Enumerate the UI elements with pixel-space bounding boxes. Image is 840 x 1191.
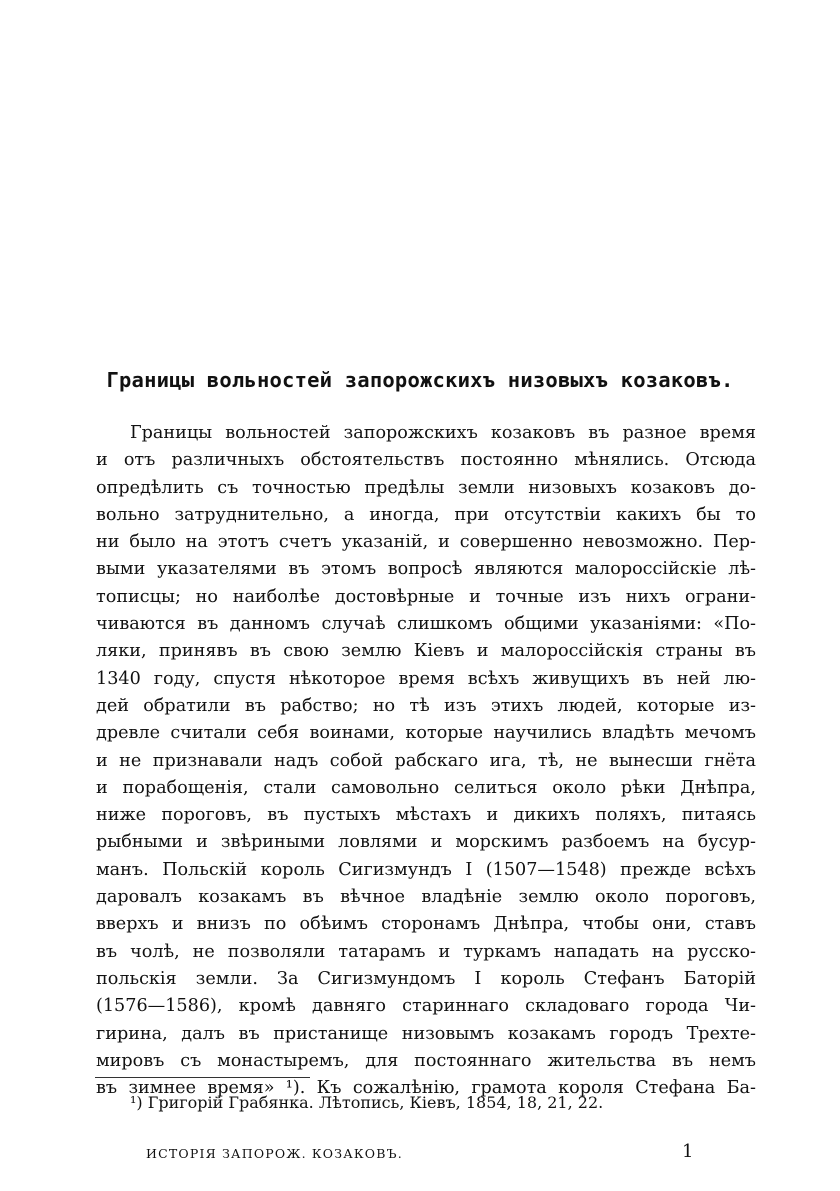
text-line: дей обратили въ рабство; но тѣ изъ этихъ людей, которые из-: [96, 695, 756, 716]
text-line: въ зимнее время» ¹). Къ сожалѣнію, грамота короля Стефана Ба-: [96, 1078, 756, 1099]
text-line: гирина, далъ въ пристанище низовымъ козакамъ городъ Трехте-: [96, 1023, 756, 1044]
text-line: ни было на этотъ счетъ указаній, и совершенно невозможно. Пер-: [96, 532, 756, 553]
text-line: опредѣлить съ точностью предѣлы земли низовыхъ козаковъ до-: [96, 477, 756, 498]
text-line: чиваются въ данномъ случаѣ слишкомъ общими указаніями: «По-: [96, 614, 756, 635]
text-line: вольно затруднительно, а иногда, при отсутствіи какихъ бы то: [96, 504, 756, 525]
printer-signature: ИСТОРІЯ ЗАПОРОЖ. КОЗАКОВЪ.: [146, 1146, 403, 1161]
text-line: и порабощенія, стали самовольно селиться около рѣки Днѣпра,: [96, 777, 756, 798]
text-line: древле считали себя воинами, которые научились владѣть мечомъ: [96, 723, 756, 744]
text-line: 1340 году, спустя нѣкоторое время всѣхъ живущихъ въ ней лю-: [96, 668, 756, 689]
chapter-title: Границы вольностей запорожскихъ низовыхъ козаковъ.: [106, 368, 734, 392]
text-line: манъ. Польскій король Сигизмундъ I (1507—1548) прежде всѣхъ: [96, 859, 756, 880]
text-line: ниже пороговъ, въ пустыхъ мѣстахъ и дикихъ поляхъ, питаясь: [96, 805, 756, 826]
page-number: 1: [682, 1141, 694, 1162]
text-line: мировъ съ монастыремъ, для постояннаго жительства въ немъ: [96, 1050, 756, 1071]
text-line: и не признавали надъ собой рабскаго ига, тѣ, не вынесши гнёта: [96, 750, 756, 771]
text-line: выми указателями въ этомъ вопросѣ являются малороссійскіе лѣ-: [96, 559, 756, 580]
text-line: даровалъ козакамъ въ вѣчное владѣніе землю около пороговъ,: [96, 887, 756, 908]
text-line: рыбными и звѣриными ловлями и морскимъ разбоемъ на бусур-: [96, 832, 756, 853]
footnote-divider: [95, 1077, 310, 1078]
text-line: ляки, принявъ въ свою землю Кіевъ и малороссійскія страны въ: [96, 641, 756, 662]
text-line: Границы вольностей запорожскихъ козаковъ въ разное время: [130, 423, 756, 443]
text-line: и отъ различныхъ обстоятельствъ постоянно мѣнялись. Отсюда: [96, 450, 756, 471]
footnote: ¹) Григорій Грабянка. Лѣтопись, Кіевъ, 1854, 18, 21, 22.: [130, 1093, 604, 1112]
text-line: вверхъ и внизъ по обѣимъ сторонамъ Днѣпра, чтобы они, ставъ: [96, 914, 756, 935]
text-line: польскія земли. За Сигизмундомъ I король Стефанъ Баторій: [96, 968, 756, 989]
text-line: (1576—1586), кромѣ давняго стариннаго складоваго города Чи-: [96, 996, 756, 1017]
body-text: [96, 420, 756, 1102]
text-line: въ чолѣ, не позволяли татарамъ и туркамъ нападать на русско-: [96, 941, 756, 962]
text-line: тописцы; но наиболѣе достовѣрные и точные изъ нихъ ограни-: [96, 586, 756, 607]
